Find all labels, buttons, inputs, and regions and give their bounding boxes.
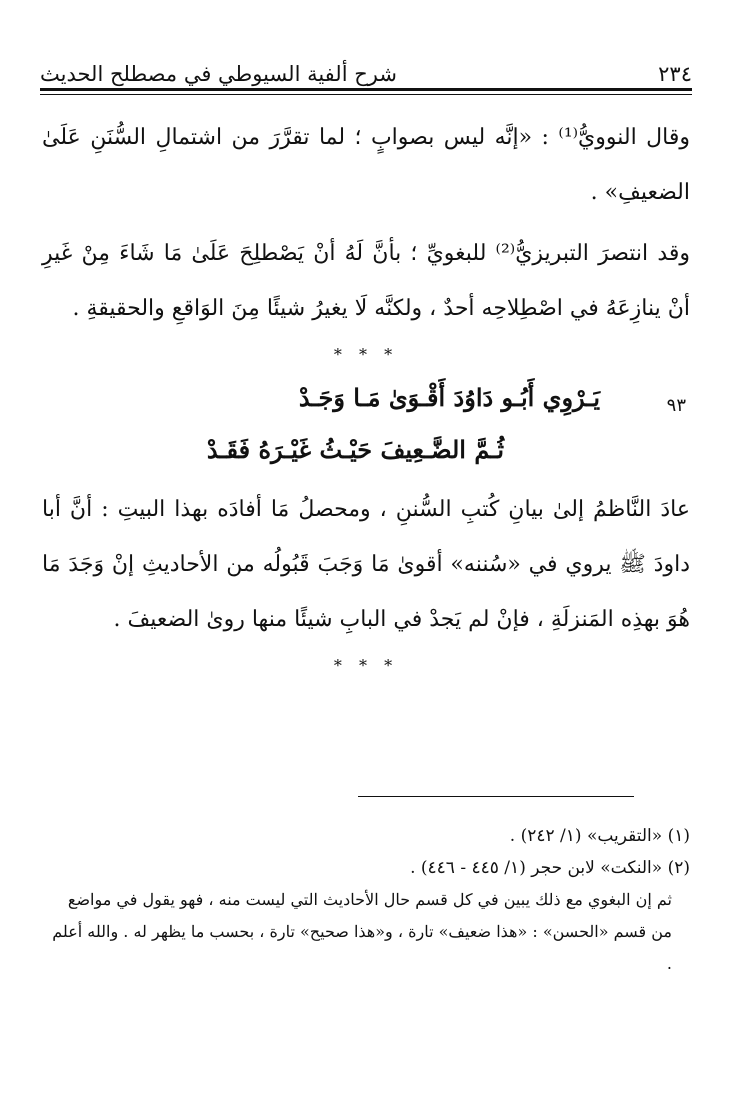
verse-line-2: ثُـمَّ الضَّـعِيفَ حَيْـثُ غَيْـرَهُ فَقَـدْ [206,435,504,464]
main-text [42,110,690,685]
footnote-2: (٢) «النكت» لابن حجر (١/ ٤٤٥ - ٤٤٦) . [410,858,690,878]
page-header [40,52,692,86]
footnote-2-note: ثم إن البغوي مع ذلك يبين في كل قسم حال الأحاديث التي ليست منه ، فهو يقول في مواضع من قسم «الحسن» : «هذا ضعيف» تارة ، و«هذا صحيح» تارة ، بحسب ما يظهر له . والله أعلم . [52,890,672,973]
footnotes [46,820,690,980]
section-separator: * * * [333,345,399,364]
verse-number: ٩٣ [666,395,686,416]
section-separator: * * * [333,656,399,675]
paragraph-tabrizi: وقد انتصرَ التبريزيُّ⁽²⁾ للبغويِّ ؛ بأنَّ لَهُ أنْ يَصْطلِحَ عَلَىٰ مَا شَاءَ مِنْ غَيرِ أنْ ينازِعَهُ في اصْطِلاحِه أحدٌ ، ولكنَّه لَا يغيرُ شيئًا مِنَ الوَاقعِ والحقيقةِ . [42,241,691,321]
verse-line-1: يَـرْوِي أَبُـو دَاوُدَ أَقْـوَىٰ مَـا وَجَـدْ [298,383,600,412]
page-number: ٢٣٤ [658,62,692,86]
running-title: شرح ألفية السيوطي في مصطلح الحديث [40,62,397,86]
header-rule-thin [40,94,692,95]
footnote-rule [358,796,634,797]
paragraph-nawawi: وقال النوويُّ⁽¹⁾ : «إنَّه ليس بصوابٍ ؛ لما تقرَّرَ من اشتمالِ السُّنَنِ عَلَىٰ الضعيفِ» . [42,125,690,205]
paragraph-commentary: عادَ النَّاظمُ إلىٰ بيانِ كُتبِ السُّننِ ، ومحصلُ مَا أفادَه بهذا البيتِ : أنَّ أبا داودَ ﷺ يروي في «سُننه» أقوىٰ مَا وَجَبَ قَبُولُه من الأحاديثِ إنْ وَجَدَ مَا هُوَ بهذِه المَنزلَةِ ، فإنْ لم يَجدْ في البابِ شيئًا منها روىٰ الضعيفَ . [42,497,690,632]
header-rule-thick [40,88,692,91]
footnote-1: (١) «التقريب» (١/ ٢٤٢) . [509,826,690,846]
verse-block [42,374,690,482]
